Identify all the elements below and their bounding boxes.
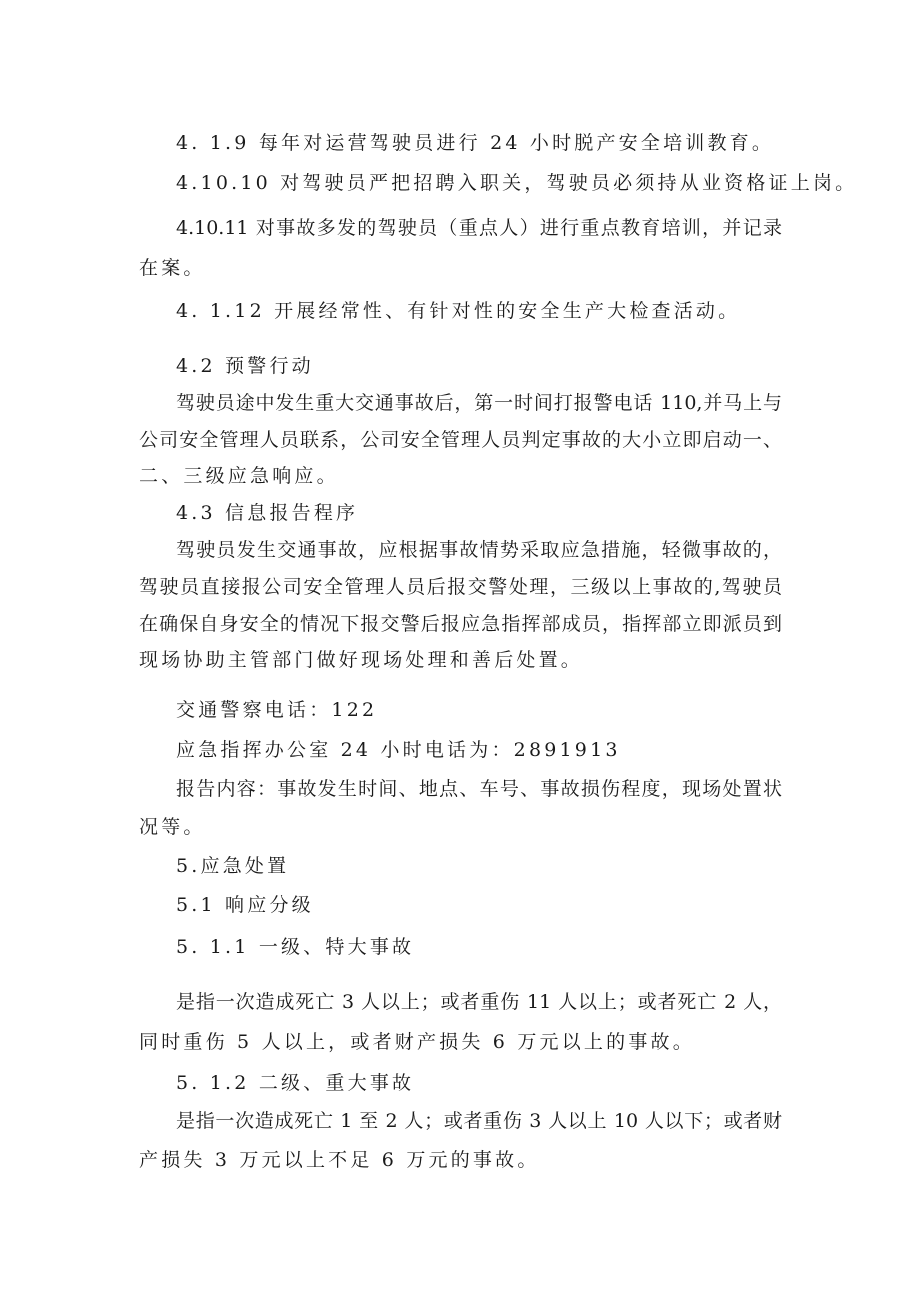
section-4-1-12: 4. 1.12 开展经常性、有针对性的安全生产大检查活动。: [176, 300, 741, 322]
heading-5-emergency-response: 5.应急处置: [176, 855, 290, 877]
level-two-definition-line2: 产损失 3 万元以上不足 6 万元的事故。: [139, 1149, 540, 1171]
emergency-office-phone: 应急指挥办公室 24 小时电话为：2891913: [176, 739, 621, 761]
section-4-10-10: 4.10.10 对驾驶员严把招聘入职关，驾驶员必须持从业资格证上岗。: [176, 172, 858, 194]
paragraph-4-3-line3: 在确保自身安全的情况下报交警后报应急指挥部成员，指挥部立即派员到: [139, 613, 782, 635]
paragraph-4-3-line2: 驾驶员直接报公司安全管理人员后报交警处理，三级以上事故的,驾驶员: [139, 576, 782, 598]
heading-4-2-warning-action: 4.2 预警行动: [176, 355, 314, 377]
paragraph-4-2-line2: 公司安全管理人员联系，公司安全管理人员判定事故的大小立即启动一、: [139, 429, 782, 451]
paragraph-4-3-line1: 驾驶员发生交通事故，应根据事故情势采取应急措施，轻微事故的，: [176, 539, 782, 561]
heading-5-1-2-level-two: 5. 1.2 二级、重大事故: [176, 1072, 415, 1094]
paragraph-4-2-line3: 二、三级应急响应。: [139, 465, 339, 487]
section-4-10-11-cont: 在案。: [139, 257, 206, 279]
heading-5-1-1-level-one: 5. 1.1 一级、特大事故: [176, 936, 415, 958]
level-one-definition-line2: 同时重伤 5 人以上，或者财产损失 6 万元以上的事故。: [139, 1031, 695, 1053]
heading-4-3-info-report: 4.3 信息报告程序: [176, 502, 359, 524]
paragraph-4-3-line4: 现场协助主管部门做好现场处理和善后处置。: [139, 649, 584, 671]
report-content-line1: 报告内容：事故发生时间、地点、车号、事故损伤程度，现场处置状: [176, 778, 782, 800]
section-4-1-9: 4. 1.9 每年对运营驾驶员进行 24 小时脱产安全培训教育。: [176, 132, 775, 154]
paragraph-4-2-line1: 驾驶员途中发生重大交通事故后，第一时间打报警电话 110,并马上与: [176, 392, 782, 414]
report-content-line2: 况等。: [139, 816, 206, 838]
section-4-10-11: 4.10.11 对事故多发的驾驶员（重点人）进行重点教育培训，并记录: [176, 217, 782, 239]
level-two-definition-line1: 是指一次造成死亡 1 至 2 人；或者重伤 3 人以上 10 人以下；或者财: [176, 1110, 782, 1132]
heading-5-1-response-levels: 5.1 响应分级: [176, 894, 314, 916]
level-one-definition-line1: 是指一次造成死亡 3 人以上；或者重伤 11 人以上；或者死亡 2 人，: [176, 991, 782, 1013]
traffic-police-phone: 交通警察电话：122: [176, 699, 378, 721]
